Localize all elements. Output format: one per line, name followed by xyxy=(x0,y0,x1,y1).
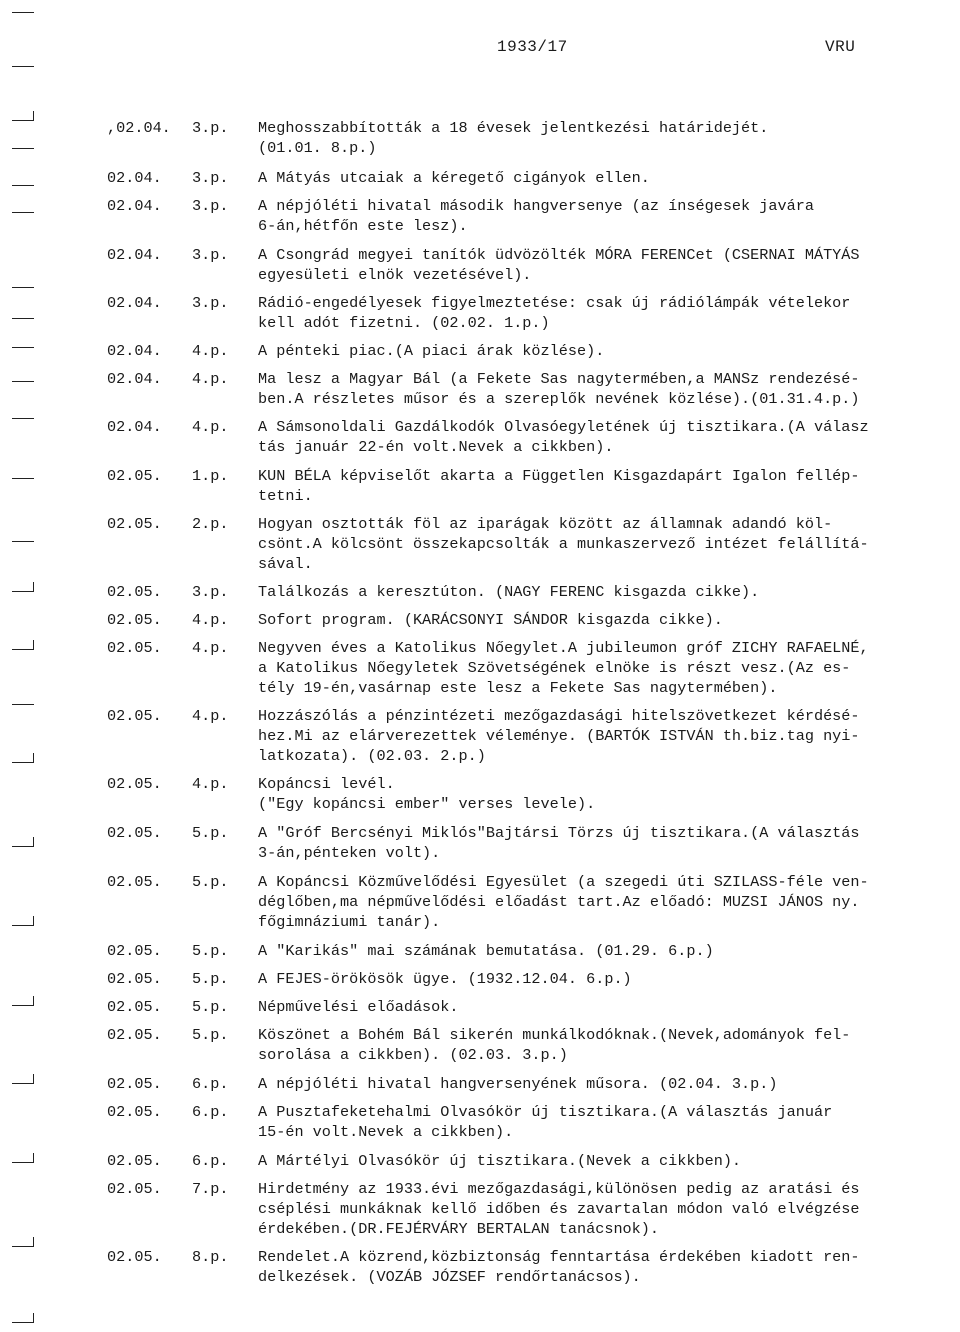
entry-page: 5.p. xyxy=(192,998,229,1016)
entry-page: 4.p. xyxy=(192,418,229,436)
entry-text: KUN BÉLA képviselőt akarta a Független Kisgazdapárt Igalon fellép- tetni. xyxy=(258,467,860,505)
entry-text: A Kopáncsi Közművelődési Egyesület (a szegedi úti SZILASS-féle ven- déglőben,ma népművelődési előadást tart.Az előadó: MUZSI JÁNOS ny. főgimnáziumi tanár). xyxy=(258,873,869,931)
entry-page: 4.p. xyxy=(192,370,229,388)
entry-page: 4.p. xyxy=(192,707,229,725)
entry-page: 6.p. xyxy=(192,1075,229,1093)
entry-text: A FEJES-örökösök ügye. (1932.12.04. 6.p.) xyxy=(258,970,632,988)
entry-date: 02.05. xyxy=(107,1026,162,1044)
entry-date: 02.05. xyxy=(107,942,162,960)
entry-text: A népjóléti hivatal hangversenyének műsora. (02.04. 3.p.) xyxy=(258,1075,778,1093)
entry-date: 02.05. xyxy=(107,1180,162,1198)
entry-date: 02.04. xyxy=(107,370,162,388)
entry-page: 4.p. xyxy=(192,611,229,629)
entry-date: 02.05. xyxy=(107,467,162,485)
entry-page: 6.p. xyxy=(192,1103,229,1121)
entry-text: A Sámsonoldali Gazdálkodók Olvasóegyletének új tisztikara.(A válasz tás január 22-én volt.Nevek a cikkben). xyxy=(258,418,869,456)
entry-text: A "Karikás" mai számának bemutatása. (01.29. 6.p.) xyxy=(258,942,714,960)
entry-date: 02.05. xyxy=(107,873,162,891)
entry-text: Népművelési előadások. xyxy=(258,998,459,1016)
entry-text: Sofort program. (KARÁCSONYI SÁNDOR kisgazda cikke). xyxy=(258,611,723,629)
entry-page: 5.p. xyxy=(192,873,229,891)
entry-page: 3.p. xyxy=(192,169,229,187)
entry-date: 02.05. xyxy=(107,775,162,793)
entry-date: 02.05. xyxy=(107,611,162,629)
entry-text: Rendelet.A közrend,közbiztonság fenntartása érdekében kiadott ren- delkezések. (VOZÁB JÓZSEF rendőrtanácsos). xyxy=(258,1248,860,1286)
entry-text: A Mátyás utcaiak a kéregető cigányok ellen. xyxy=(258,169,650,187)
entry-date: 02.04. xyxy=(107,418,162,436)
entry-text: Találkozás a keresztúton. (NAGY FERENC kisgazda cikke). xyxy=(258,583,760,601)
entry-date: 02.05. xyxy=(107,707,162,725)
entry-page: 6.p. xyxy=(192,1152,229,1170)
entry-date: 02.05. xyxy=(107,1075,162,1093)
entry-text: A "Gróf Bercsényi Miklós"Bajtársi Törzs új tisztikara.(A választás 3-án,pénteken volt). xyxy=(258,824,860,862)
entry-date: 02.04. xyxy=(107,246,162,264)
entry-page: 8.p. xyxy=(192,1248,229,1266)
entry-page: 4.p. xyxy=(192,775,229,793)
entry-text: Rádió-engedélyesek figyelmeztetése: csak új rádiólámpák vételekor kell adót fizetni. (02.02. 1.p.) xyxy=(258,294,851,332)
entry-text: A Pusztafeketehalmi Olvasókör új tisztikara.(A választás január 15-én volt.Nevek a cikkben). xyxy=(258,1103,833,1141)
entry-text: A Csongrád megyei tanítók üdvözölték MÓRA FERENCet (CSERNAI MÁTYÁS egyesületi elnök vezetésével). xyxy=(258,246,860,284)
entry-date: 02.04. xyxy=(107,197,162,215)
entry-date: 02.04. xyxy=(107,342,162,360)
entry-page: 3.p. xyxy=(192,294,229,312)
entry-page: 3.p. xyxy=(192,197,229,215)
entry-text: Hogyan osztották föl az iparágak között az államnak adandó köl- csönt.A kölcsönt összekapcsolták a munkaszervező intézet felállítá- sával. xyxy=(258,515,869,573)
entry-page: 4.p. xyxy=(192,342,229,360)
entry-date: 02.05. xyxy=(107,1103,162,1121)
document-title: 1933/17 xyxy=(497,38,568,56)
entry-page: 5.p. xyxy=(192,970,229,988)
entry-text: A Mártélyi Olvasókör új tisztikara.(Nevek a cikkben). xyxy=(258,1152,742,1170)
entry-text: Meghosszabbították a 18 évesek jelentkezési határidejét. (01.01. 8.p.) xyxy=(258,119,769,157)
entry-page: 3.p. xyxy=(192,583,229,601)
entry-date: 02.05. xyxy=(107,639,162,657)
entry-page: 4.p. xyxy=(192,639,229,657)
entry-text: A pénteki piac.(A piaci árak közlése). xyxy=(258,342,605,360)
entry-date: 02.05. xyxy=(107,998,162,1016)
entry-page: 2.p. xyxy=(192,515,229,533)
entry-date: 02.05. xyxy=(107,1248,162,1266)
entry-text: Ma lesz a Magyar Bál (a Fekete Sas nagytermében,a MANSz rendezésé- ben.A részletes műsor és a szereplők nevének közlése).(01.31.4.p.) xyxy=(258,370,860,408)
entry-text: Hozzászólás a pénzintézeti mezőgazdasági hitelszövetkezet kérdésé- hez.Mi az elárverezettek véleménye. (BARTÓK ISTVÁN th.biz.tag nyi- latkozata). (02.03. 2.p.) xyxy=(258,707,860,765)
entry-text: Kopáncsi levél. ("Egy kopáncsi ember" verses levele). xyxy=(258,775,596,813)
entry-date: ,02.04. xyxy=(107,119,171,137)
entry-date: 02.05. xyxy=(107,824,162,842)
entry-date: 02.05. xyxy=(107,583,162,601)
entry-text: Hirdetmény az 1933.évi mezőgazdasági,különösen pedig az aratási és cséplési munkáknak kellő időben és zavartalan módon való elvégzése érdekében.(DR.FEJÉRVÁRY BERTALAN tanácsnok). xyxy=(258,1180,860,1238)
entry-text: A népjóléti hivatal második hangversenye (az ínségesek javára 6-án,hétfőn este lesz). xyxy=(258,197,814,235)
entry-text: Negyven éves a Katolikus Nőegylet.A jubileumon gróf ZICHY RAFAELNÉ, a Katolikus Nőegyletek Szövetségének elnöke is részt vesz.(Az es- tély 19-én,vasárnap este lesz a Fekete Sas nagytermében). xyxy=(258,639,869,697)
entry-date: 02.04. xyxy=(107,294,162,312)
entry-date: 02.04. xyxy=(107,169,162,187)
entry-page: 3.p. xyxy=(192,119,229,137)
entry-page: 3.p. xyxy=(192,246,229,264)
entry-date: 02.05. xyxy=(107,970,162,988)
entry-page: 5.p. xyxy=(192,824,229,842)
entry-date: 02.05. xyxy=(107,1152,162,1170)
entry-text: Köszönet a Bohém Bál sikerén munkálkodóknak.(Nevek,adományok fel- sorolása a cikkben). (02.03. 3.p.) xyxy=(258,1026,851,1064)
entry-page: 7.p. xyxy=(192,1180,229,1198)
entry-page: 1.p. xyxy=(192,467,229,485)
entry-page: 5.p. xyxy=(192,942,229,960)
entry-date: 02.05. xyxy=(107,515,162,533)
document-code: VRU xyxy=(825,38,856,56)
entry-page: 5.p. xyxy=(192,1026,229,1044)
